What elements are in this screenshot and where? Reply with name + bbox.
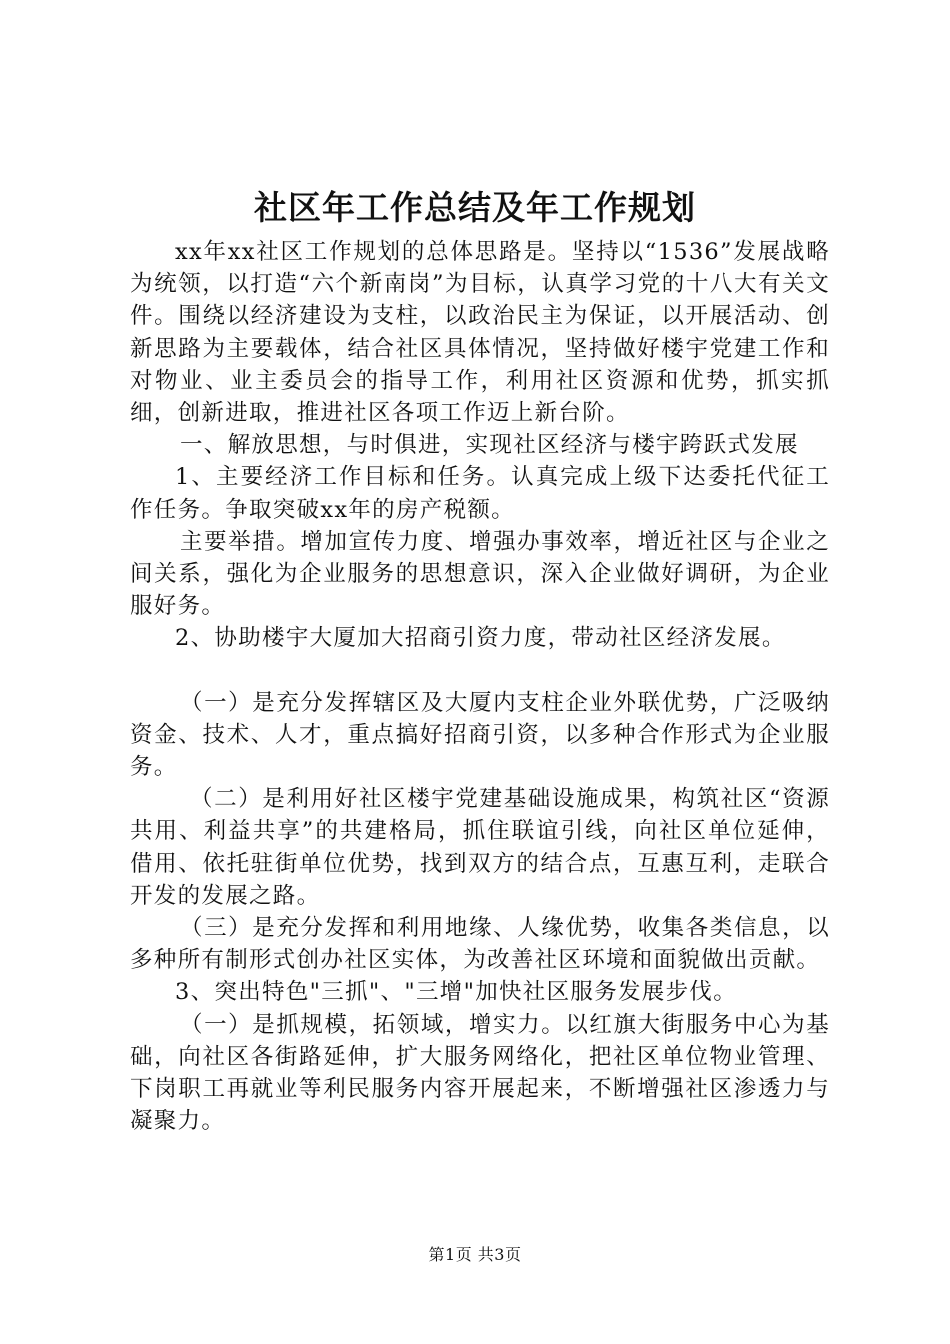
- paragraph-overview: xx年xx社区工作规划的总体思路是。坚持以“1536”发展战略为统领，以打造“六个新南岗”为目标，认真学习党的十八大有关文件。围绕以经济建设为支柱，以政治民主为保证，以开展活动、创新思路为主要载体，结合社区具体情况，坚持做好楼宇党建工作和对物业、业主委员会的指导工作，利用社区资源和优势，抓实抓细，创新进取，推进社区各项工作迈上新台阶。: [130, 239, 830, 427]
- page-number-footer: 第1页 共3页: [428, 1245, 522, 1264]
- document-body: [130, 236, 830, 1137]
- paragraph-item-3-sub-1: （一）是抓规模，拓领域，增实力。以红旗大街服务中心为基础，向社区各街路延伸，扩大服务网络化，把社区单位物业管理、下岗职工再就业等利民服务内容开展起来，不断增强社区渗透力与凝聚力。: [130, 1011, 830, 1135]
- paragraph-item-2-sub-2: （二）是利用好社区楼宇党建基础设施成果，构筑社区“资源共用、利益共享”的共建格局，抓住联谊引线，向社区单位延伸，借用、依托驻街单位优势，找到双方的结合点，互惠互利，走联合开发的发展之路。: [130, 786, 830, 909]
- paragraph-item-2-sub-1: （一）是充分发挥辖区及大厦内支柱企业外联优势，广泛吸纳资金、技术、人才，重点搞好招商引资，以多种合作形式为企业服务。: [130, 689, 830, 781]
- document-title: 社区年工作总结及年工作规划: [254, 188, 696, 227]
- paragraph-item-2: 2、协助楼宇大厦加大招商引资力度，带动社区经济发展。: [175, 625, 786, 652]
- paragraph-measures: 主要举措。增加宣传力度、增强办事效率，增近社区与企业之间关系，强化为企业服务的思想意识，深入企业做好调研，为企业服好务。: [130, 528, 830, 620]
- paragraph-item-3: 3、突出特色"三抓"、"三增"加快社区服务发展步伐。: [175, 979, 738, 1006]
- paragraph-item-1: 1、主要经济工作目标和任务。认真完成上级下达委托代征工作任务。争取突破xx年的房产税额。: [130, 464, 830, 523]
- paragraph-section-1-heading: 一、解放思想，与时俱进，实现社区经济与楼宇跨跃式发展: [180, 432, 799, 459]
- paragraph-item-2-sub-3: （三）是充分发挥和利用地缘、人缘优势，收集各类信息，以多种所有制形式创办社区实体，为改善社区环境和面貌做出贡献。: [130, 915, 830, 974]
